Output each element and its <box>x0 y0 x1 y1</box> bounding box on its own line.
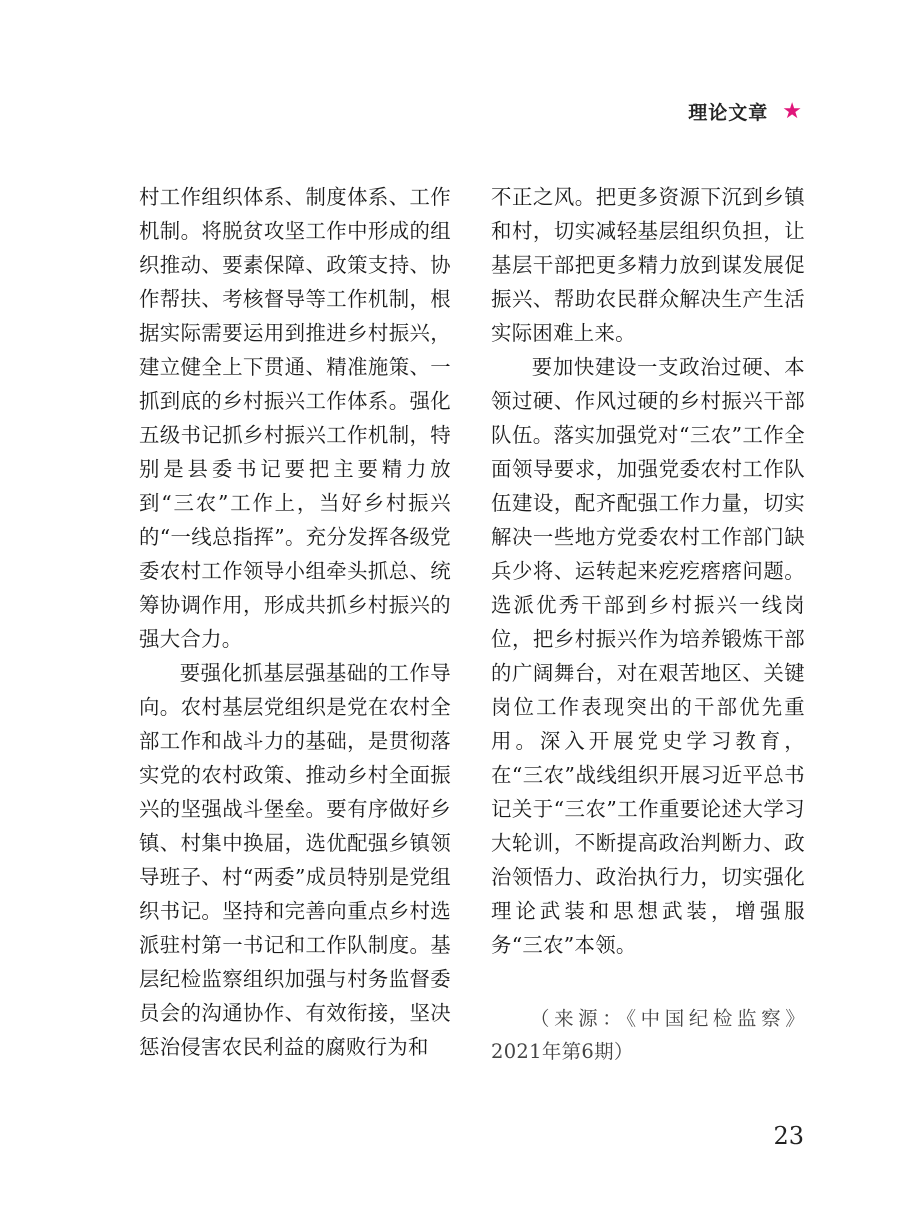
section-title: 理论文章 <box>688 102 769 124</box>
left-column <box>139 180 451 1064</box>
paragraph: 村工作组织体系、制度体系、工作机制。将脱贫攻坚工作中形成的组织推动、要素保障、政策支持、协作帮扶、考核督导等工作机制，根据实际需要运用到推进乡村振兴，建立健全上下贯通、精准施策、一抓到底的乡村振兴工作体系。强化五级书记抓乡村振兴工作机制，特别是县委书记要把主要精力放到“三农”工作上，当好乡村振兴的“一线总指挥”。充分发挥各级党委农村工作领导小组牵头抓总、统筹协调作用，形成共抓乡村振兴的强大合力。 <box>139 185 451 651</box>
paragraph: 要强化抓基层强基础的工作导向。农村基层党组织是党在农村全部工作和战斗力的基础，是贯彻落实党的农村政策、推动乡村全面振兴的坚强战斗堡垒。要有序做好乡镇、村集中换届，选优配强乡镇领导班子、村“两委”成员特别是党组织书记。坚持和完善向重点乡村选派驻村第一书记和工作队制度。基层纪检监察组织加强与村务监督委员会的沟通协作、有效衔接，坚决惩治侵害农民利益的腐败行为和 <box>139 661 451 1059</box>
section-header <box>688 98 802 125</box>
page-number: 23 <box>773 1122 804 1150</box>
source-citation: （来源：《中国纪检监察》2021年第6期） <box>491 1007 805 1063</box>
right-column <box>491 180 805 1068</box>
paragraph: 要加快建设一支政治过硬、本领过硬、作风过硬的乡村振兴干部队伍。落实加强党对“三农”工作全面领导要求，加强党委农村工作队伍建设，配齐配强工作力量，切实解决一些地方党委农村工作部门缺兵少将、运转起来疙疙瘩瘩问题。选派优秀干部到乡村振兴一线岗位，把乡村振兴作为培养锻炼干部的广阔舞台，对在艰苦地区、关键岗位工作表现突出的干部优先重用。深入开展党史学习教育，在“三农”战线组织开展习近平总书记关于“三农”工作重要论述大学习大轮训，不断提高政治判断力、政治领悟力、政治执行力，切实强化理论武装和思想武装，增强服务“三农”本领。 <box>491 355 805 957</box>
star-icon: ★ <box>782 98 802 124</box>
paragraph: 不正之风。把更多资源下沉到乡镇和村，切实减轻基层组织负担，让基层干部把更多精力放到谋发展促振兴、帮助农民群众解决生产生活实际困难上来。 <box>491 185 805 345</box>
